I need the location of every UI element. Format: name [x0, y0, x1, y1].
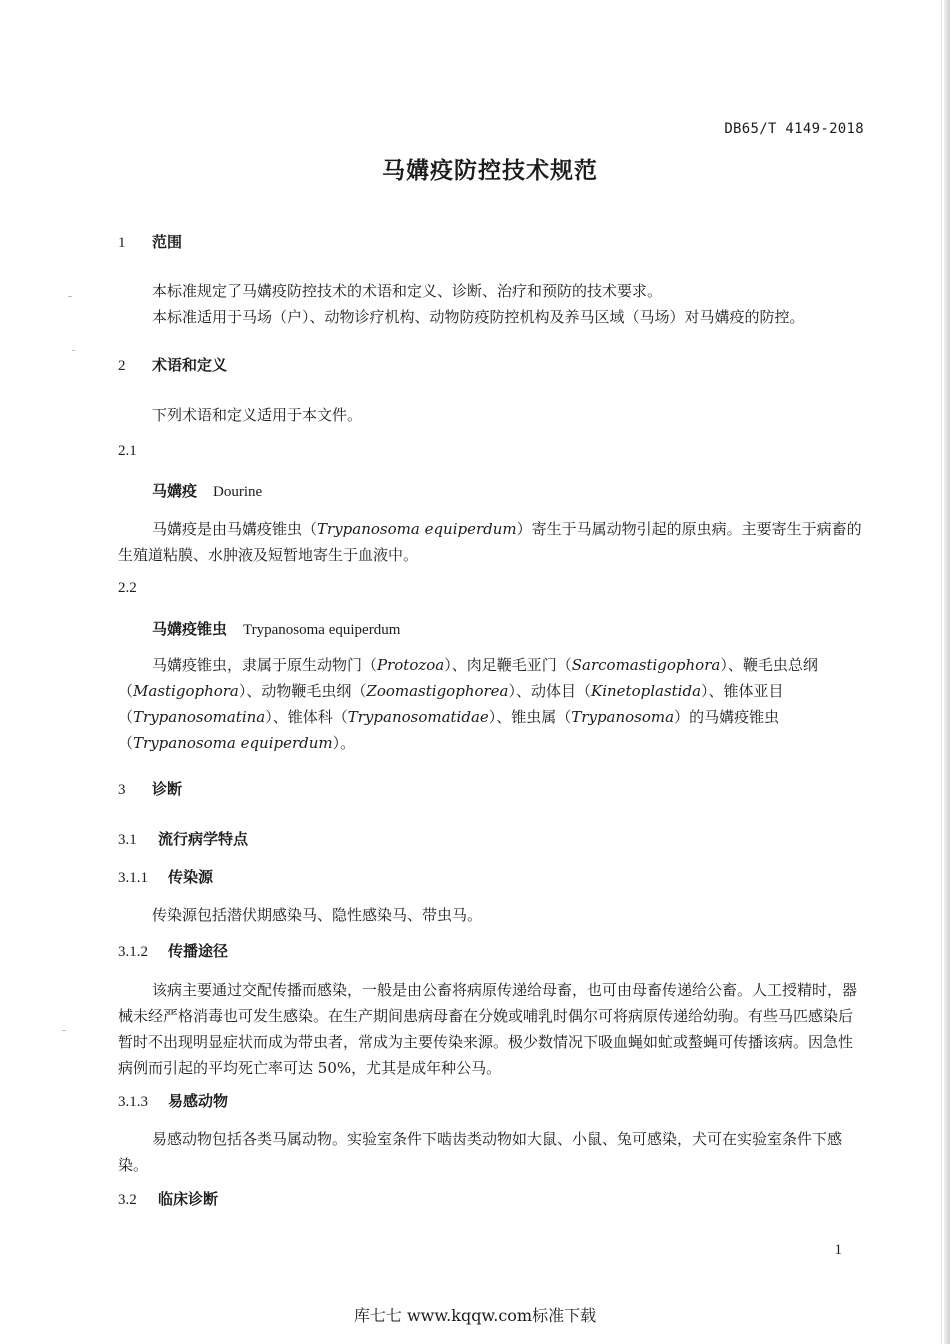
section-number: 3.1.3: [118, 1094, 148, 1110]
term-number: 2.1: [118, 443, 137, 459]
section-title: 流行病学特点: [158, 830, 249, 848]
section-title: 诊断: [152, 780, 183, 798]
section-title: 范围: [152, 233, 183, 251]
section-title: 临床诊断: [158, 1190, 219, 1208]
term-definition: [118, 652, 863, 756]
term-cn: 马媾疫锥虫: [152, 620, 228, 638]
section-number: 3: [118, 782, 126, 798]
latin-name: Trypanosoma equiperdum: [317, 520, 517, 538]
section-title: 传播途径: [168, 942, 229, 960]
document-title: 马媾疫防控技术规范: [382, 158, 598, 184]
term-heading: [152, 618, 400, 639]
standard-code: DB65/T 4149-2018: [724, 121, 864, 137]
paragraph: 该病主要通过交配传播而感染，一般是由公畜将病原传递给母畜，也可由母畜传递给公畜。人工授精时，器械未经严格消毒也可发生感染。在生产期间患病母畜在分娩或哺乳时偶尔可将病原传递给幼驹。有些马匹感染后暂时不出现明显症状而成为带虫者，常成为主要传染来源。极少数情况下吸血蝇如虻或螯蝇可传播该病。因急性病例而引起的平均死亡率可达 50%，尤其是成年种公马。: [118, 981, 858, 1077]
subsection-heading: [118, 1090, 228, 1111]
text: ）、锥体科（: [265, 708, 348, 726]
section-number: 3.2: [118, 1192, 137, 1208]
latin-name: Trypanosomatina: [133, 708, 266, 726]
text: ）。: [332, 734, 356, 752]
text: ）的马媾疫锥虫（: [118, 708, 780, 752]
latin-name: Sarcomastigophora: [571, 656, 721, 674]
latin-name: Kinetoplastida: [591, 682, 702, 700]
term-en: Dourine: [213, 484, 263, 500]
text: 马媾疫锥虫，隶属于原生动物门（: [152, 656, 378, 674]
latin-name: Mastigophora: [133, 682, 239, 700]
paragraph: 本标准规定了马媾疫防控技术的术语和定义、诊断、治疗和预防的技术要求。: [152, 282, 663, 300]
section-number: 3.1.2: [118, 944, 148, 960]
section-number: 2: [118, 358, 126, 374]
subsection-heading: [118, 1188, 218, 1209]
text: ）、肉足鞭毛亚门（: [444, 656, 572, 674]
scan-edge-line: [941, 0, 942, 1344]
latin-name: Trypanosoma: [571, 708, 675, 726]
subsection-heading: [118, 866, 213, 887]
section-number: 1: [118, 235, 126, 251]
scan-speck: [72, 350, 75, 351]
text: ）、锥体亚目（: [118, 682, 784, 726]
section-3-heading: [118, 778, 182, 799]
section-number: 3.1: [118, 832, 137, 848]
section-number: 3.1.1: [118, 870, 148, 886]
subsection-heading: [118, 940, 228, 961]
latin-name: Protozoa: [377, 656, 445, 674]
term-cn: 马媾疫: [152, 482, 198, 500]
paragraph: 本标准适用于马场（户）、动物诊疗机构、动物防疫防控机构及养马区域（马场）对马媾疫的防控。: [152, 308, 805, 326]
text: ）、动物鞭毛虫纲（: [238, 682, 367, 700]
latin-name: Trypanosomatidae: [347, 708, 489, 726]
subsection-heading: [118, 828, 248, 849]
paragraph: 下列术语和定义适用于本文件。: [152, 406, 363, 424]
page-number: 1: [834, 1242, 842, 1258]
paragraph: 易感动物包括各类马属动物。实验室条件下啮齿类动物如大鼠、小鼠、兔可感染，犬可在实验室条件下感染。: [118, 1130, 843, 1174]
scan-speck: [62, 1030, 66, 1031]
section-title: 术语和定义: [152, 356, 228, 374]
section-title: 传染源: [168, 868, 214, 886]
section-2-heading: [118, 354, 227, 375]
section-title: 易感动物: [168, 1092, 229, 1110]
text: ）、动体目（: [508, 682, 592, 700]
footer-watermark: 库七七 www.kqqw.com标准下载: [353, 1306, 597, 1325]
term-heading: [152, 480, 262, 501]
text: ）、鞭毛虫总纲（: [118, 656, 818, 700]
text: ）寄生于马属动物引起的原虫病。主要寄生于病畜的生殖道粘膜、水肿液及短暂地寄生于血液中。: [118, 520, 862, 564]
scan-speck: [68, 296, 72, 297]
term-en: Trypanosoma equiperdum: [243, 622, 401, 638]
text: 马媾疫是由马媾疫锥虫（: [152, 520, 318, 538]
latin-name: Zoomastigophorea: [366, 682, 509, 700]
latin-name: Trypanosoma equiperdum: [133, 734, 333, 752]
section-1-heading: [118, 231, 182, 252]
scan-edge: [944, 0, 950, 1344]
text: ）、锥虫属（: [488, 708, 572, 726]
term-number: 2.2: [118, 580, 137, 596]
term-definition: [118, 516, 863, 568]
paragraph: 传染源包括潜伏期感染马、隐性感染马、带虫马。: [152, 906, 483, 924]
